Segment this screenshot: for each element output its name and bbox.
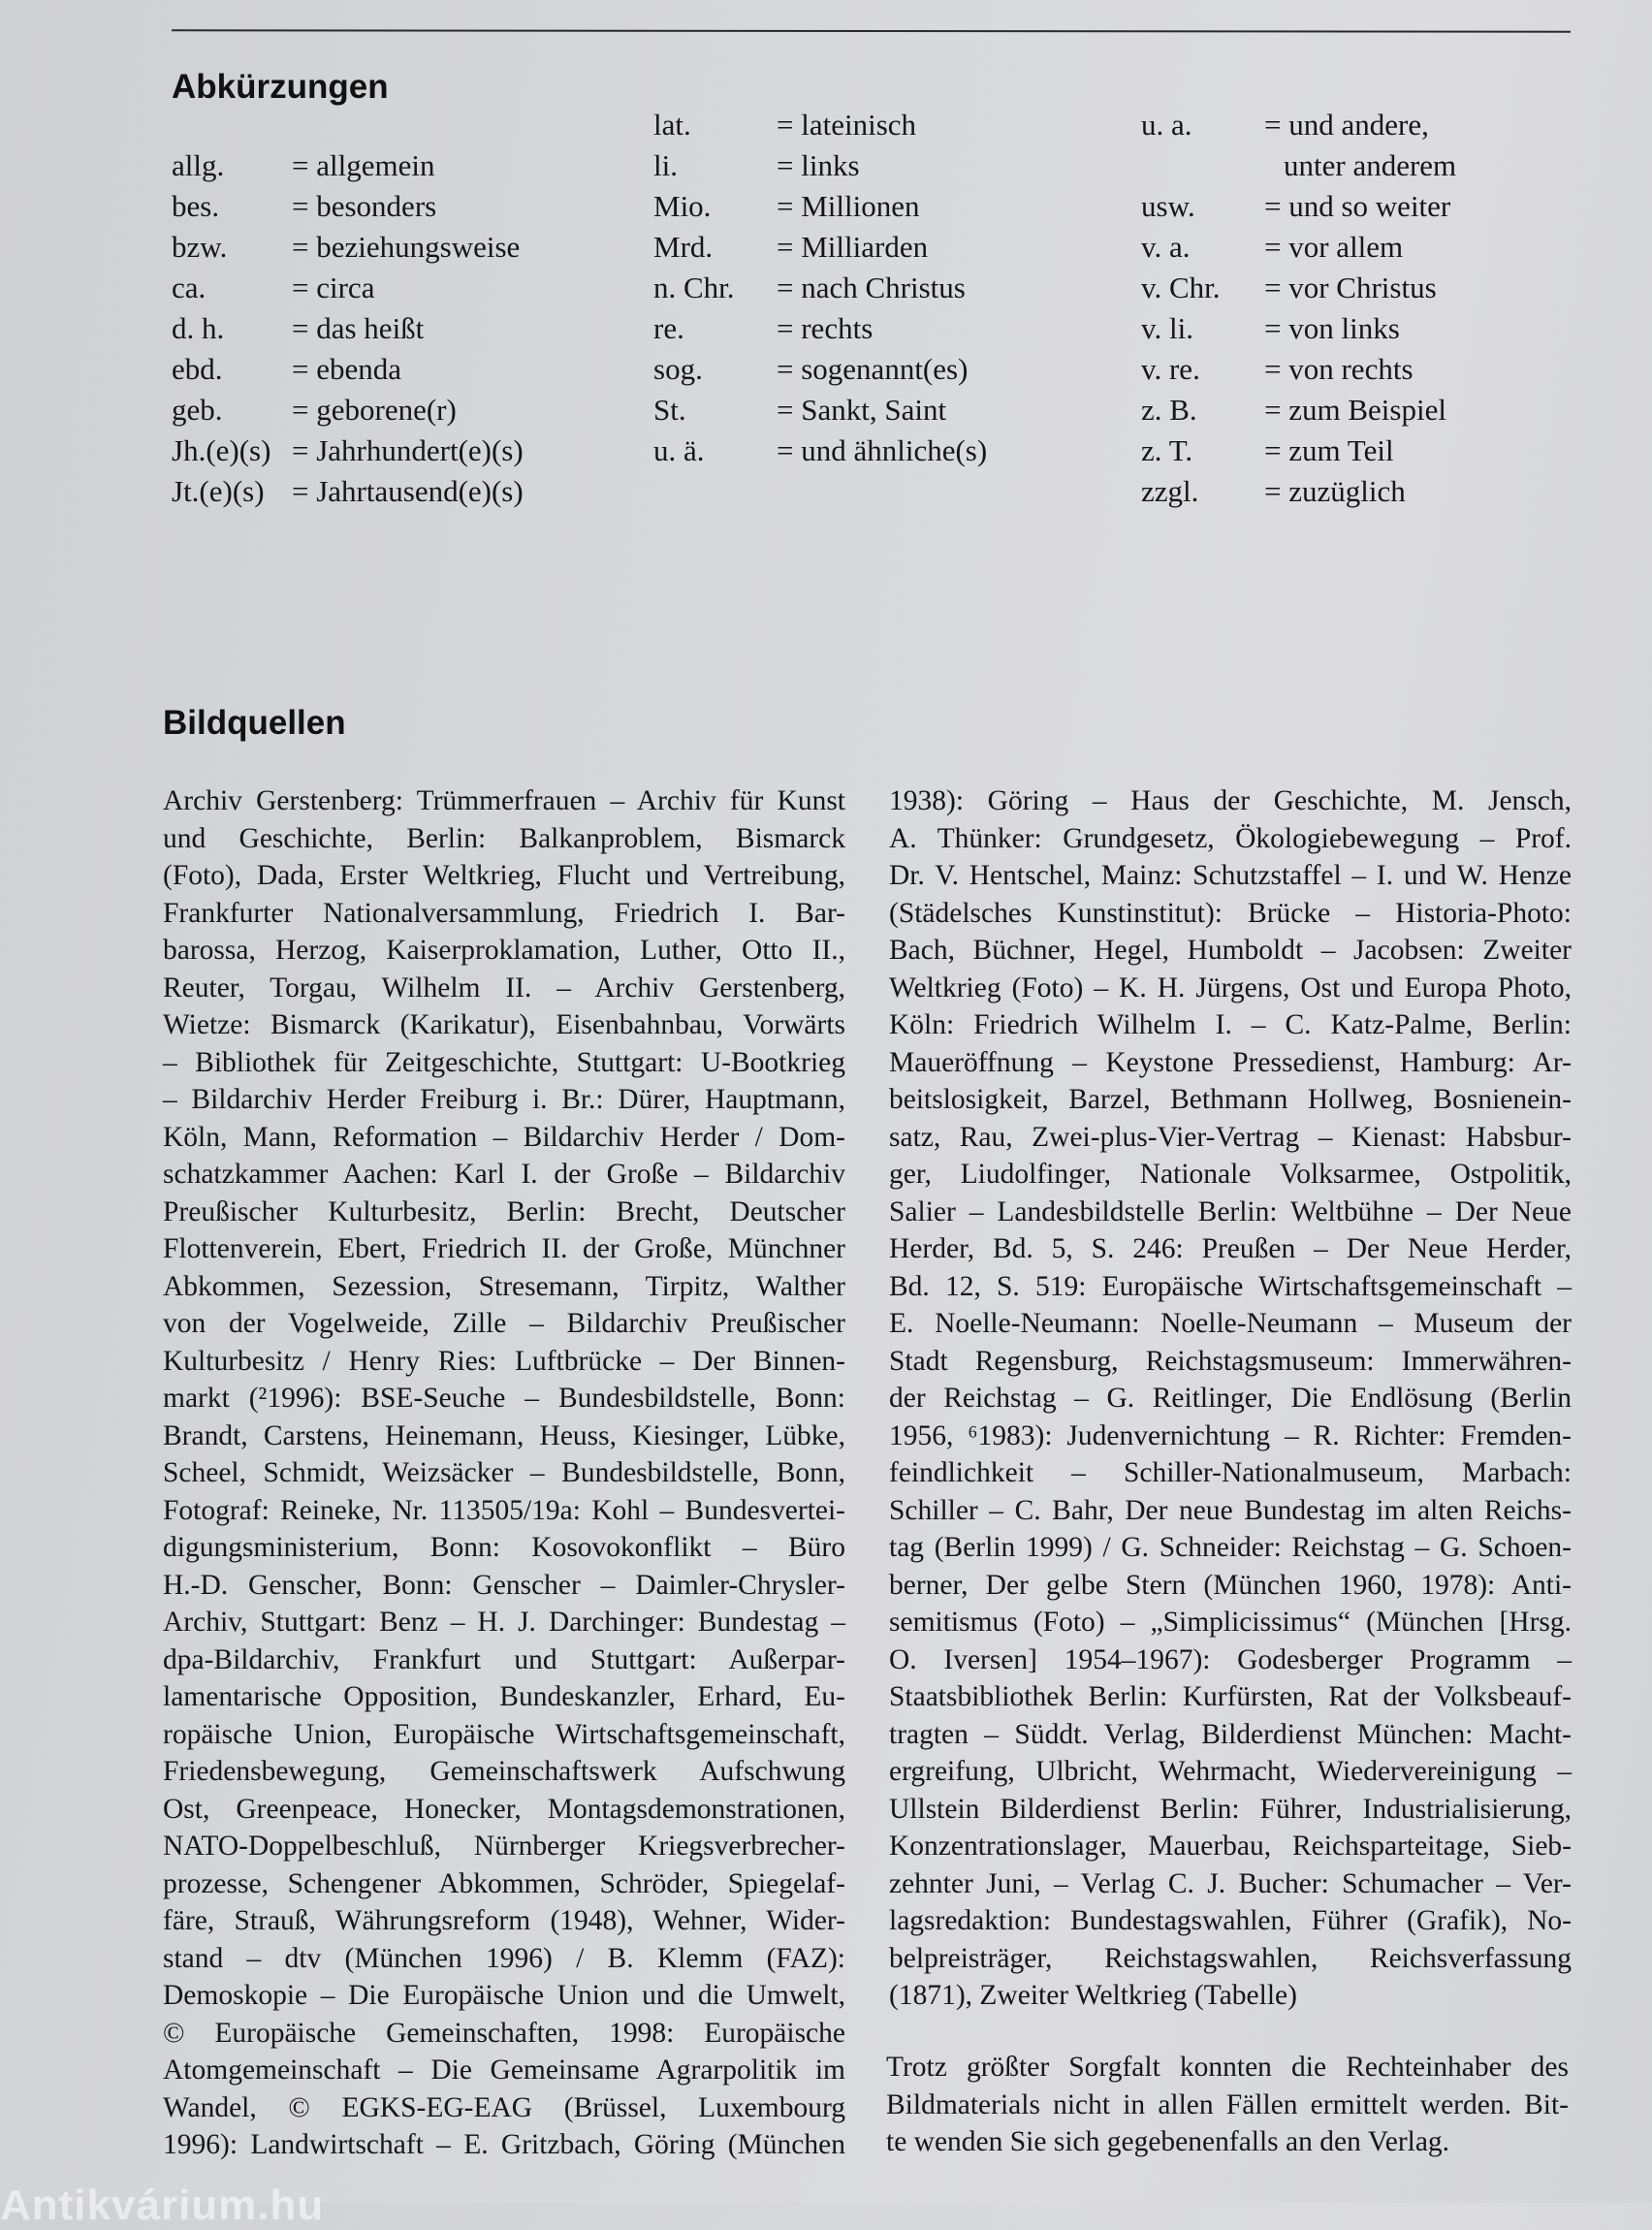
abbreviation-meaning: = Jahrtausend(e)(s) (292, 474, 524, 508)
abbreviation: u. a. (1141, 108, 1192, 142)
abbreviation-meaning: = und ähnliche(s) (777, 433, 988, 467)
abbreviation-meaning: = allgemein (292, 148, 435, 182)
text-line: Scheel, Schmidt, Weizsäcker – Bundesbildstelle, Bonn, (163, 1457, 845, 1488)
abbreviation-meaning: = zum Beispiel (1264, 393, 1446, 427)
abbreviation-meaning: unter anderem (1284, 148, 1457, 182)
abbreviation-meaning: = Milliarden (777, 230, 929, 264)
text-line: Reuter, Torgau, Wilhelm II. – Archiv Gerstenberg, (163, 972, 845, 1004)
text-line: Trotz größter Sorgfalt konnten die Rechteinhaber des (886, 2052, 1569, 2083)
text-line: digungsministerium, Bonn: Kosovokonflikt – Büro (163, 1532, 845, 1563)
abbreviation-row (1141, 430, 1568, 471)
abbreviation-meaning: = rechts (777, 311, 874, 345)
abbreviations-column-2 (653, 105, 1080, 471)
text-line: schatzkammer Aachen: Karl I. der Große – Bildarchiv (163, 1159, 845, 1190)
abbreviation: Jt.(e)(s) (172, 474, 265, 508)
copyright-note (886, 2049, 1569, 2161)
abbreviation-row (653, 268, 1080, 308)
abbreviation-row (653, 186, 1080, 227)
text-line: Staatsbibliothek Berlin: Kurfürsten, Rat der Volksbeauf- (889, 1681, 1572, 1712)
text-line: tag (Berlin 1999) / G. Schneider: Reichstag – G. Schoen- (889, 1532, 1572, 1563)
abbreviation: St. (653, 393, 686, 427)
text-line: Preußischer Kulturbesitz, Berlin: Brecht, Deutscher (163, 1195, 845, 1227)
text-line: – Bibliothek für Zeitgeschichte, Stuttgart: U-Bootkrieg (163, 1046, 845, 1078)
abbreviation-meaning: = vor Christus (1264, 271, 1437, 304)
abbreviation-meaning: = vor allem (1264, 230, 1404, 264)
abbreviations-column-3 (1141, 105, 1568, 512)
abbreviation: ca. (172, 271, 206, 304)
text-line: ropäische Union, Europäische Wirtschaftsgemeinschaft, (163, 1718, 845, 1750)
text-line: ergreifung, Ulbricht, Wehrmacht, Wiedervereinigung – (889, 1756, 1572, 1787)
text-line: satz, Rau, Zwei-plus-Vier-Vertrag – Kienast: Habsbur- (889, 1121, 1572, 1153)
text-line: Wietze: Bismarck (Karikatur), Eisenbahnbau, Vorwärts (163, 1009, 845, 1040)
text-line: berner, Der gelbe Stern (München 1960, 1978): Anti- (889, 1569, 1572, 1601)
image-sources-left-column (163, 782, 845, 2164)
text-line: Weltkrieg (Foto) – K. H. Jürgens, Ost und Europa Photo, (889, 972, 1572, 1004)
text-line: Ost, Greenpeace, Honecker, Montagsdemonstrationen, (163, 1793, 845, 1825)
text-line: belpreisträger, Reichstagswahlen, Reichsverfassung (889, 1942, 1572, 1974)
text-line: E. Noelle-Neumann: Noelle-Neumann – Museum der (889, 1308, 1572, 1339)
abbreviation: v. Chr. (1141, 271, 1221, 304)
abbreviation-meaning: = beziehungsweise (292, 230, 521, 264)
text-line: Köln: Friedrich Wilhelm I. – C. Katz-Palme, Berlin: (889, 1009, 1572, 1040)
text-line: Archiv Gerstenberg: Trümmerfrauen – Archiv für Kunst (163, 785, 845, 816)
abbreviation: ebd. (172, 352, 223, 386)
abbreviation-row (1141, 471, 1568, 512)
abbreviation-row (1141, 227, 1568, 268)
abbreviation-meaning: = sogenannt(es) (777, 352, 969, 386)
text-line: te wenden Sie sich gegebenenfalls an den Verlag. (886, 2126, 1450, 2157)
text-line: Salier – Landesbildstelle Berlin: Weltbühne – Der Neue (889, 1195, 1572, 1227)
text-line: Frankfurter Nationalversammlung, Friedrich I. Bar- (163, 897, 845, 929)
text-line: Dr. V. Hentschel, Mainz: Schutzstaffel – I. und W. Henze (889, 860, 1572, 891)
text-line: Archiv, Stuttgart: Benz – H. J. Darchinger: Bundestag – (163, 1607, 845, 1638)
abbreviation: geb. (172, 393, 223, 427)
text-line: A. Thünker: Grundgesetz, Ökologiebewegung – Prof. (889, 822, 1572, 854)
text-line: und Geschichte, Berlin: Balkanproblem, Bismarck (163, 822, 845, 854)
text-line: (1871), Zweiter Weltkrieg (Tabelle) (889, 1980, 1297, 2011)
abbreviation-row (653, 308, 1080, 349)
abbreviation-row (653, 430, 1080, 471)
abbreviation: n. Chr. (653, 271, 735, 304)
abbreviation-meaning: = von rechts (1264, 352, 1414, 386)
abbreviation-row (172, 308, 579, 349)
text-line: Herder, Bd. 5, S. 246: Preußen – Der Neue Herder, (889, 1233, 1572, 1264)
abbreviation-meaning: = Millionen (777, 189, 920, 223)
text-line: NATO-Doppelbeschluß, Nürnberger Kriegsverbrecher- (163, 1831, 845, 1862)
abbreviation: Mrd. (653, 230, 714, 264)
abbreviation-meaning: = besonders (292, 189, 437, 223)
abbreviation-row (653, 227, 1080, 268)
text-line: Kulturbesitz / Henry Ries: Luftbrücke – Der Binnen- (163, 1345, 845, 1377)
abbreviation-row (172, 390, 579, 430)
abbreviation-row (172, 227, 579, 268)
abbreviation-meaning: = zuzüglich (1264, 474, 1406, 508)
abbreviation-meaning: = geborene(r) (292, 393, 457, 427)
abbreviation-row (653, 349, 1080, 390)
abbreviation-meaning: = das heißt (292, 311, 425, 345)
image-sources-right-column (889, 782, 1572, 2015)
abbreviation-row (172, 268, 579, 308)
text-line: Ullstein Bilderdienst Berlin: Führer, Industrialisierung, (889, 1793, 1572, 1825)
text-line: 1938): Göring – Haus der Geschichte, M. Jensch, (889, 785, 1572, 816)
abbreviation: sog. (653, 352, 703, 386)
abbreviation: v. li. (1141, 311, 1193, 345)
abbreviation-meaning: = von links (1264, 311, 1400, 345)
text-line: semitismus (Foto) – „Simplicissimus“ (München [Hrsg. (889, 1607, 1572, 1638)
text-line: Flottenverein, Ebert, Friedrich II. der Große, Münchner (163, 1233, 845, 1264)
watermark: Antikvárium.hu (0, 2182, 325, 2229)
text-line: lagsredaktion: Bundestagswahlen, Führer (Grafik), No- (889, 1905, 1572, 1936)
text-line: Konzentrationslager, Mauerbau, Reichsparteitage, Sieb- (889, 1831, 1572, 1862)
abbreviation-row (653, 105, 1080, 145)
top-rule (172, 29, 1571, 33)
text-line: O. Iversen] 1954–1967): Godesberger Programm – (889, 1643, 1572, 1675)
text-line: Wandel, © EGKS-EG-EAG (Brüssel, Luxembourg (163, 2091, 845, 2123)
text-line: Bd. 12, S. 519: Europäische Wirtschaftsgemeinschaft – (889, 1270, 1572, 1302)
text-line: 1956, ⁶1983): Judenvernichtung – R. Richter: Fremden- (889, 1419, 1572, 1451)
abbreviation: Mio. (653, 189, 712, 223)
text-line: färe, Strauß, Währungsreform (1948), Wehner, Wider- (163, 1905, 845, 1936)
abbreviation-meaning: = circa (292, 271, 375, 304)
text-line: H.-D. Genscher, Bonn: Genscher – Daimler-Chrysler- (163, 1569, 845, 1601)
abbreviation: allg. (172, 148, 225, 182)
abbreviation-meaning: = Sankt, Saint (777, 393, 947, 427)
abbreviation-row (653, 145, 1080, 186)
abbreviation: z. T. (1141, 433, 1193, 467)
abbreviation: li. (653, 148, 678, 182)
text-line: stand – dtv (München 1996) / B. Klemm (FAZ): (163, 1942, 845, 1974)
text-line: Fotograf: Reineke, Nr. 113505/19a: Kohl – Bundesvertei- (163, 1494, 845, 1526)
abbreviation: v. a. (1141, 230, 1191, 264)
abbreviation-row (653, 390, 1080, 430)
text-line: Bach, Büchner, Hegel, Humboldt – Jacobsen: Zweiter (889, 935, 1572, 966)
text-line: prozesse, Schengener Abkommen, Schröder, Spiegelaf- (163, 1867, 845, 1899)
text-line: – Bildarchiv Herder Freiburg i. Br.: Dürer, Hauptmann, (163, 1084, 845, 1115)
abbreviation-meaning: = Jahrhundert(e)(s) (292, 433, 524, 467)
abbreviation-row (1141, 268, 1568, 308)
abbreviation: Jh.(e)(s) (172, 433, 271, 467)
abbreviation-row (1141, 186, 1568, 227)
abbreviation-row (1141, 105, 1568, 145)
text-line: barossa, Herzog, Kaiserproklamation, Luther, Otto II., (163, 935, 845, 966)
text-line: der Reichstag – G. Reitlinger, Die Endlösung (Berlin (889, 1383, 1572, 1414)
text-line: tragten – Süddt. Verlag, Bilderdienst München: Macht- (889, 1718, 1572, 1750)
text-line: markt (²1996): BSE-Seuche – Bundesbildstelle, Bonn: (163, 1383, 845, 1414)
abbreviation-row (172, 471, 579, 512)
abbreviation: bzw. (172, 230, 228, 264)
abbreviation-meaning: = nach Christus (777, 271, 966, 304)
text-line: Abkommen, Sezession, Stresemann, Tirpitz, Walther (163, 1270, 845, 1302)
abbreviation-meaning: = lateinisch (777, 108, 917, 142)
abbreviation-row (172, 349, 579, 390)
abbreviation-row (172, 186, 579, 227)
abbreviation-meaning: = und andere, (1264, 108, 1429, 142)
text-line: Stadt Regensburg, Reichstagsmuseum: Immerwähren- (889, 1345, 1572, 1377)
text-line: Atomgemeinschaft – Die Gemeinsame Agrarpolitik im (163, 2055, 845, 2086)
text-line: dpa-Bildarchiv, Frankfurt und Stuttgart: Außerpar- (163, 1643, 845, 1675)
abbreviation: zzgl. (1141, 474, 1199, 508)
text-line: (Städelsches Kunstinstitut): Brücke – Historia-Photo: (889, 897, 1572, 929)
abbreviation: lat. (653, 108, 691, 142)
abbreviations-heading: Abkürzungen (172, 68, 389, 106)
abbreviation-meaning: = ebenda (292, 352, 402, 386)
text-line: lamentarische Opposition, Bundeskanzler, Erhard, Eu- (163, 1681, 845, 1712)
abbreviation-row (172, 105, 579, 145)
text-line: Maueröffnung – Keystone Pressedienst, Hamburg: Ar- (889, 1046, 1572, 1078)
text-line: beitslosigkeit, Barzel, Bethmann Hollweg, Bosnienein- (889, 1084, 1572, 1115)
text-line: von der Vogelweide, Zille – Bildarchiv Preußischer (163, 1308, 845, 1339)
abbreviation-row (1141, 308, 1568, 349)
abbreviation-row (1141, 145, 1568, 186)
text-line: Schiller – C. Bahr, Der neue Bundestag im alten Reichs- (889, 1494, 1572, 1526)
abbreviation: usw. (1141, 189, 1195, 223)
abbreviation-row (1141, 390, 1568, 430)
text-line: Demoskopie – Die Europäische Union und die Umwelt, (163, 1980, 845, 2011)
abbreviation-meaning: = zum Teil (1264, 433, 1394, 467)
abbreviation: bes. (172, 189, 220, 223)
text-line: (Foto), Dada, Erster Weltkrieg, Flucht und Vertreibung, (163, 860, 845, 891)
abbreviation-row (172, 430, 579, 471)
text-line: Friedensbewegung, Gemeinschaftswerk Aufschwung (163, 1756, 845, 1787)
text-line: Köln, Mann, Reformation – Bildarchiv Herder / Dom- (163, 1121, 845, 1153)
text-line: 1996): Landwirtschaft – E. Gritzbach, Göring (München (163, 2129, 845, 2160)
abbreviation-row (172, 145, 579, 186)
text-line: feindlichkeit – Schiller-Nationalmuseum, Marbach: (889, 1457, 1572, 1488)
abbreviation: re. (653, 311, 684, 345)
text-line: Bildmaterials nicht in allen Fällen ermittelt werden. Bit- (886, 2088, 1569, 2120)
abbreviation: v. re. (1141, 352, 1200, 386)
abbreviation: u. ä. (653, 433, 705, 467)
abbreviation-meaning: = links (777, 148, 860, 182)
abbreviations-column-1 (172, 105, 579, 512)
text-line: © Europäische Gemeinschaften, 1998: Europäische (163, 2017, 845, 2049)
abbreviation-row (1141, 349, 1568, 390)
abbreviation: z. B. (1141, 393, 1197, 427)
image-sources-heading: Bildquellen (163, 704, 346, 742)
abbreviation: d. h. (172, 311, 225, 345)
text-line: ger, Liudolfinger, Nationale Volksarmee, Ostpolitik, (889, 1159, 1572, 1190)
text-line: Brandt, Carstens, Heinemann, Heuss, Kiesinger, Lübke, (163, 1419, 845, 1451)
abbreviation-meaning: = und so weiter (1264, 189, 1451, 223)
text-line: zehnter Juni, – Verlag C. J. Bucher: Schumacher – Ver- (889, 1867, 1572, 1899)
